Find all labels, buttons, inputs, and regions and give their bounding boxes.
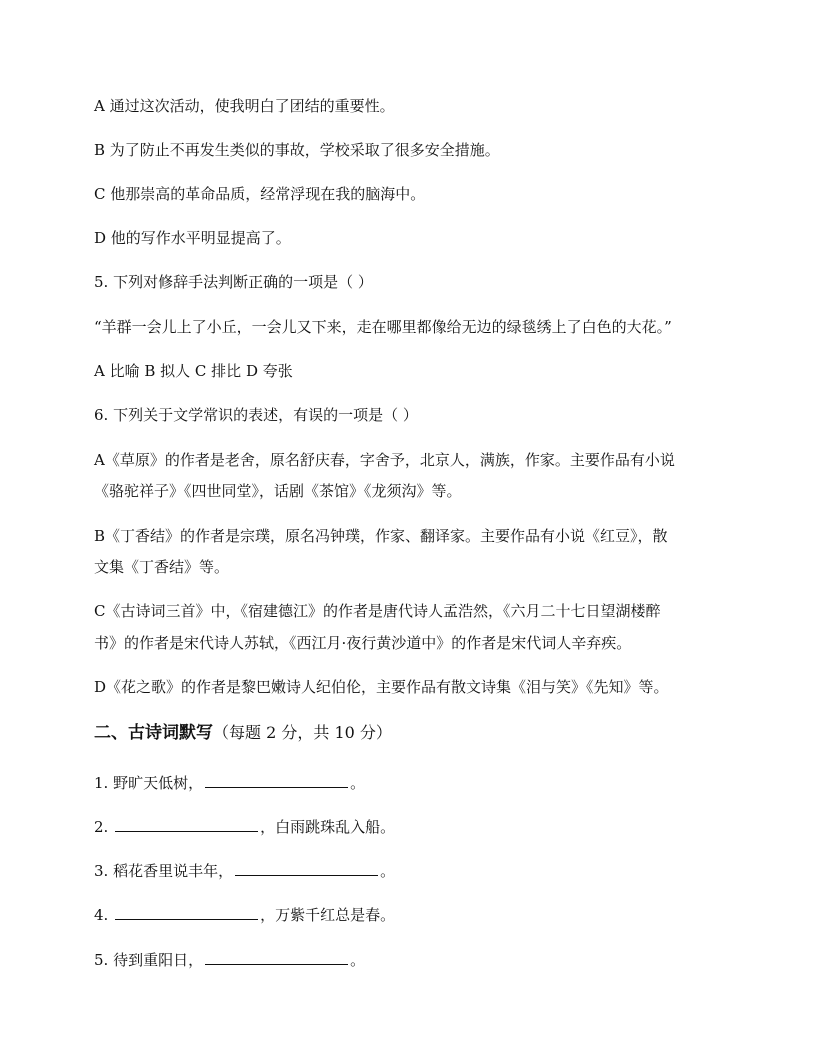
q5-options: A 比喻 B 拟人 C 排比 D 夸张: [94, 362, 293, 380]
dictation-item-5: [94, 949, 734, 970]
answer-blank[interactable]: [115, 904, 258, 920]
dictation-item-suffix: 。: [350, 774, 366, 792]
q6-question: 6. 下列关于文学常识的表述，有误的一项是（ ）: [94, 406, 418, 424]
dictation-item-suffix: 。: [350, 951, 366, 969]
answer-blank[interactable]: [205, 772, 348, 788]
q4-option-d: D 他的写作水平明显提高了。: [94, 229, 291, 247]
q6-option-c-line1: C《古诗词三首》中，《宿建德江》的作者是唐代诗人孟浩然，《六月二十七日望湖楼醉: [94, 602, 661, 620]
dictation-item-suffix: ，白雨跳珠乱入船。: [260, 818, 396, 836]
dictation-item-prefix: 4.: [94, 906, 114, 924]
dictation-item-1: [94, 772, 734, 793]
answer-blank[interactable]: [205, 949, 348, 965]
q4-option-a: A 通过这次活动，使我明白了团结的重要性。: [94, 97, 395, 115]
q5-quote: “羊群一会儿上了小丘，一会儿又下来，走在哪里都像给无边的绿毯绣上了白色的大花。”: [94, 318, 672, 336]
dictation-item-2: [94, 816, 734, 837]
q6-option-a-line2: 《骆驼祥子》《四世同堂》，话剧《茶馆》《龙须沟》等。: [94, 482, 462, 500]
q6-option-d-line1: D《花之歌》的作者是黎巴嫩诗人纪伯伦，主要作品有散文诗集《泪与笑》《先知》等。: [94, 678, 669, 696]
q6-option-b-line1: B《丁香结》的作者是宗璞，原名冯钟璞，作家、翻译家。主要作品有小说《红豆》，散: [94, 527, 668, 545]
dictation-item-3: [94, 860, 734, 881]
answer-blank[interactable]: [235, 860, 378, 876]
dictation-item-suffix: ，万紫千红总是春。: [260, 906, 396, 924]
q6-option-a-line1: A《草原》的作者是老舍，原名舒庆春，字舍予，北京人，满族，作家。主要作品有小说: [94, 451, 675, 469]
dictation-item-suffix: 。: [380, 862, 396, 880]
q6-option-c-line2: 书》的作者是宋代诗人苏轼，《西江月·夜行黄沙道中》的作者是宋代词人辛弃疾。: [94, 634, 632, 652]
q6-option-b-line2: 文集《丁香结》等。: [94, 558, 230, 576]
dictation-item-prefix: 3. 稻花香里说丰年，: [94, 862, 234, 880]
section2-title: 二、古诗词默写: [94, 723, 213, 743]
section2-score-note: （每题 2 分，共 10 分）: [213, 723, 392, 742]
dictation-item-prefix: 5. 待到重阳日，: [94, 951, 204, 969]
answer-blank[interactable]: [115, 816, 258, 832]
dictation-item-prefix: 2.: [94, 818, 114, 836]
dictation-item-prefix: 1. 野旷天低树，: [94, 774, 204, 792]
q5-question: 5. 下列对修辞手法判断正确的一项是（ ）: [94, 273, 373, 291]
q4-option-c: C 他那崇高的革命品质，经常浮现在我的脑海中。: [94, 185, 426, 203]
section2-heading: [94, 722, 734, 744]
dictation-item-4: [94, 904, 734, 925]
q4-option-b: B 为了防止不再发生类似的事故，学校采取了很多安全措施。: [94, 141, 500, 159]
